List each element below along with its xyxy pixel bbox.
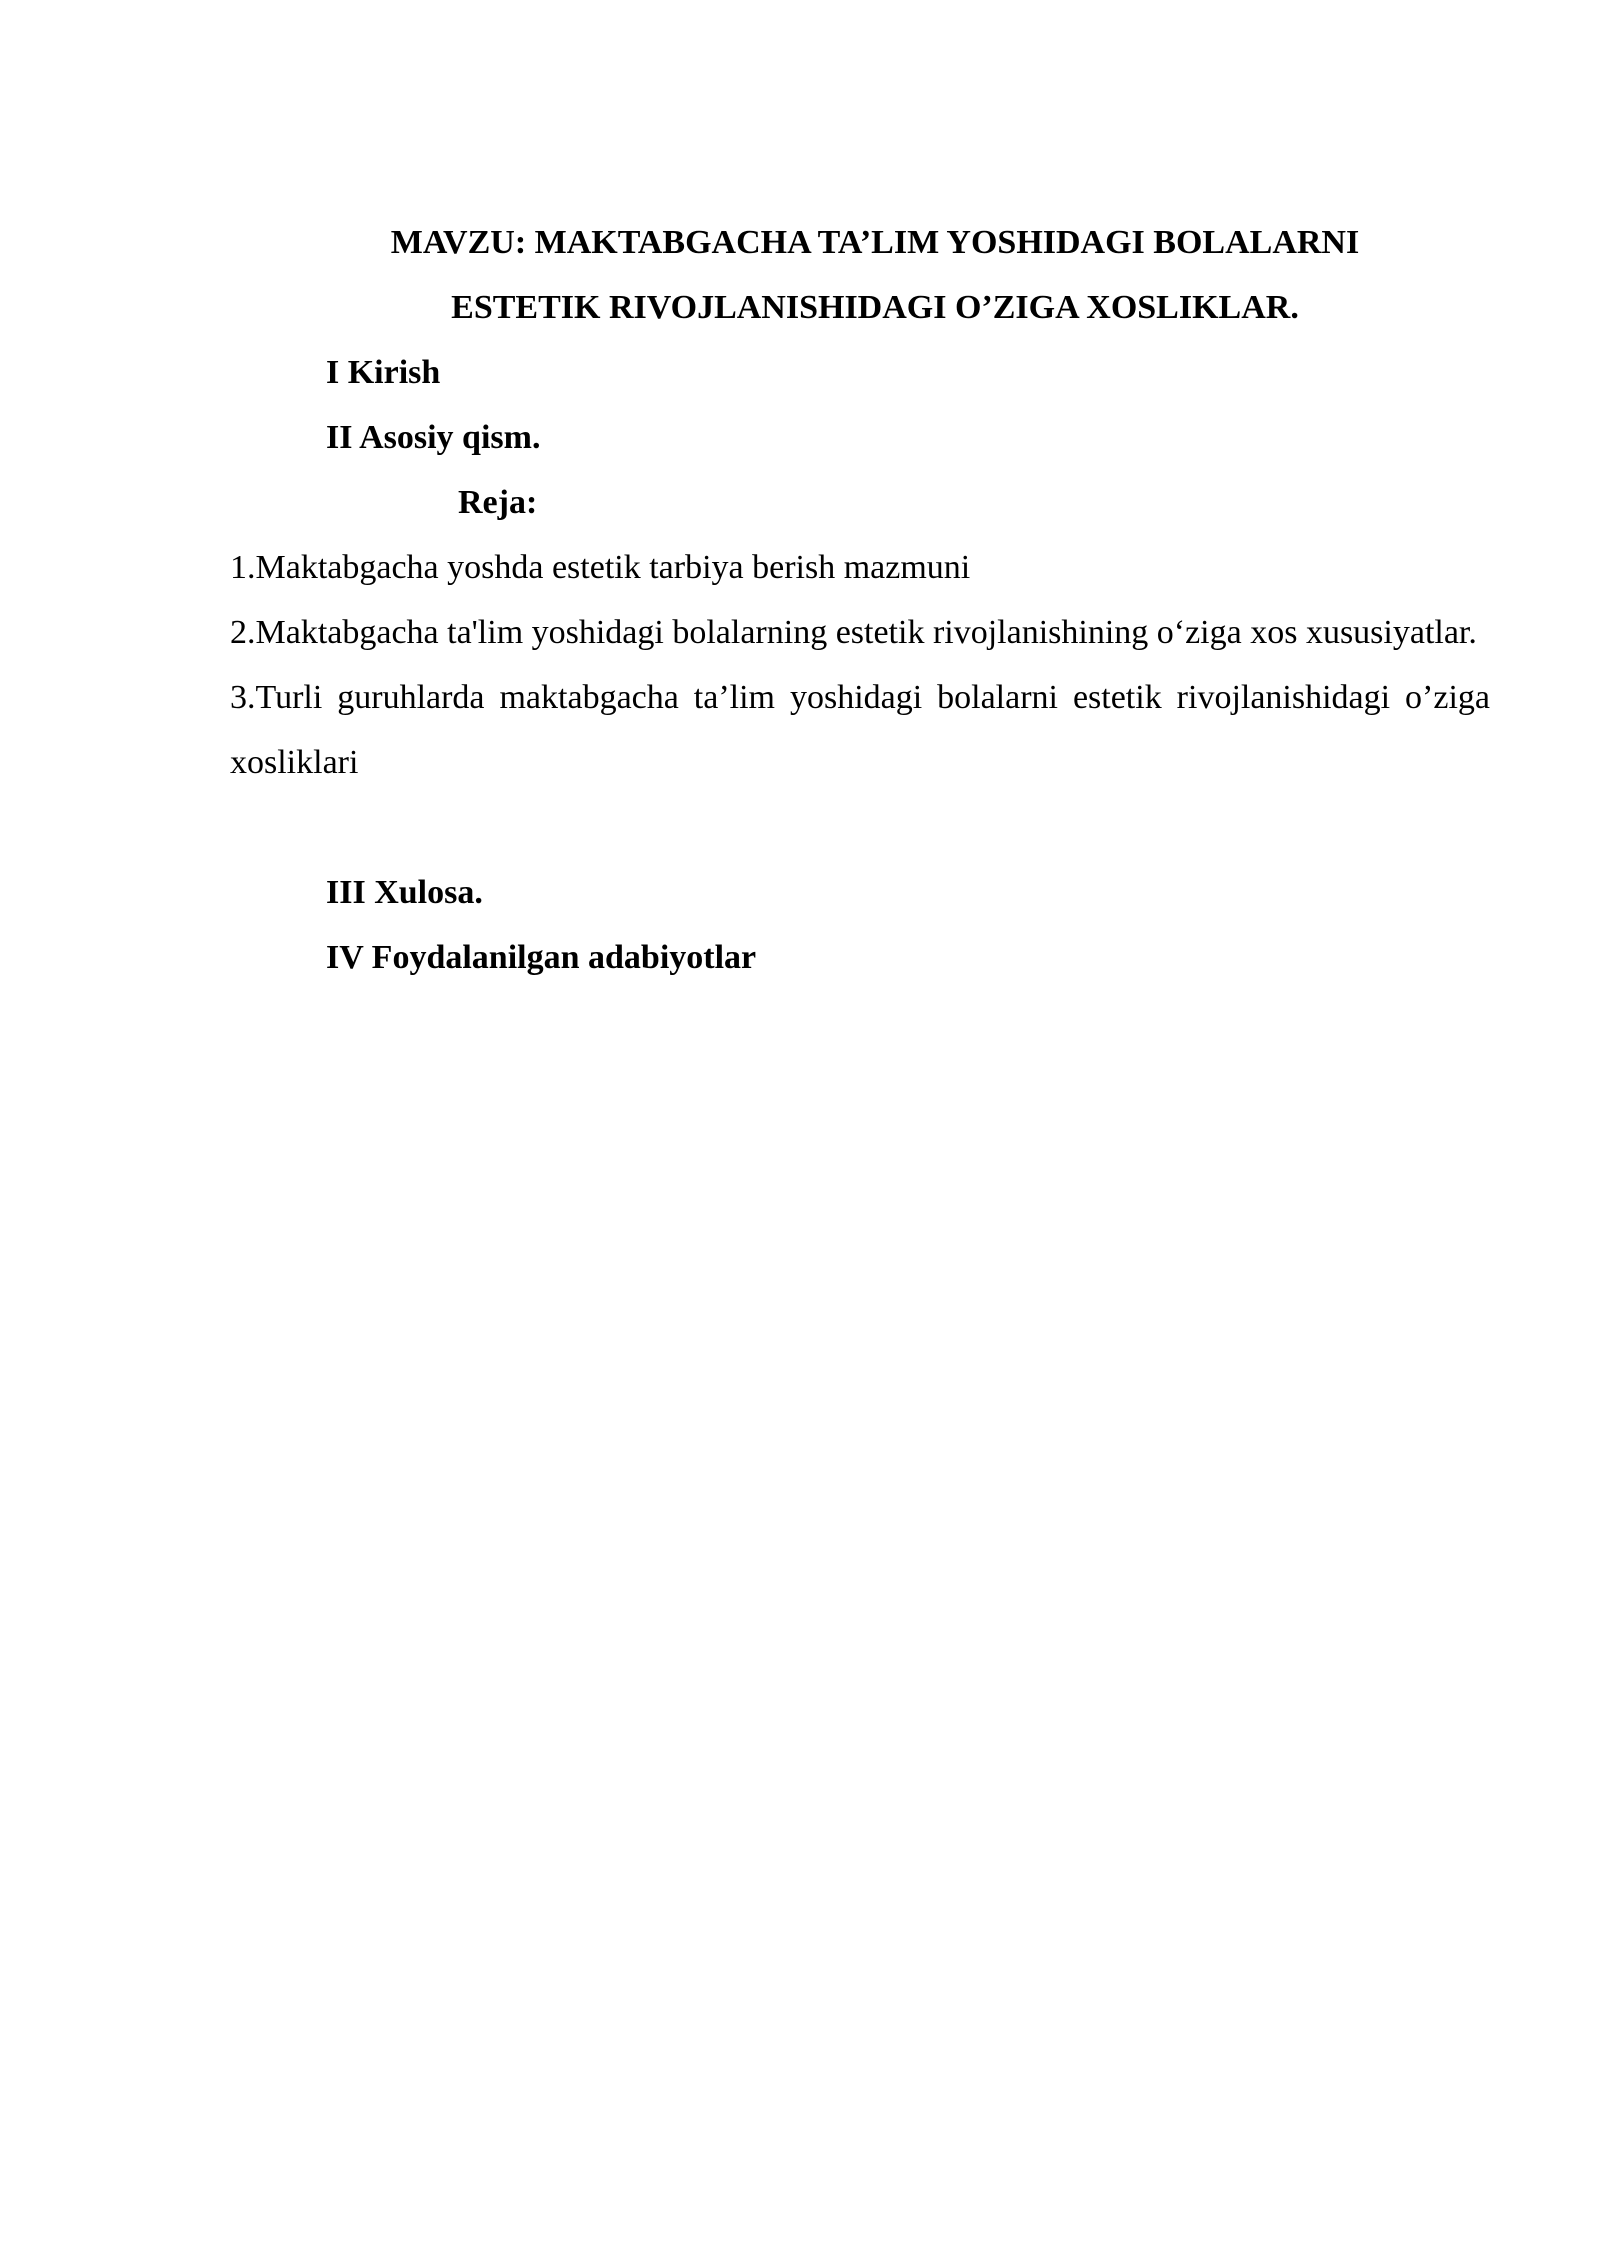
document-title <box>230 210 1490 340</box>
section-references: IV Foydalanilgan adabiyotlar <box>326 939 757 976</box>
blank-line <box>230 795 1490 860</box>
plan-heading: Reja: <box>458 484 538 521</box>
plan-item-1: 1.Maktabgacha yoshda estetik tarbiya berish mazmuni <box>230 549 971 586</box>
section-conclusion: III Xulosa. <box>326 874 483 911</box>
section-main: II Asosiy qism. <box>326 419 541 456</box>
plan-list <box>230 535 1490 795</box>
title-line-2: ESTETIK RIVOJLANISHIDAGI O’ZIGA XOSLIKLAR. <box>451 289 1299 326</box>
plan-item-3: 3.Turli guruhlarda maktabgacha ta’lim yoshidagi bolalarni estetik rivojlanishidagi o’ziga xosliklari <box>230 679 1490 781</box>
document-content <box>230 210 1490 990</box>
plan-item-2: 2.Maktabgacha ta'lim yoshidagi bolalarning estetik rivojlanishining o‘ziga xos xususiyatlar. <box>230 614 1477 651</box>
title-line-1: MAVZU: MAKTABGACHA TA’LIM YOSHIDAGI BOLALARNI <box>390 224 1360 261</box>
section-intro: I Kirish <box>326 354 441 391</box>
